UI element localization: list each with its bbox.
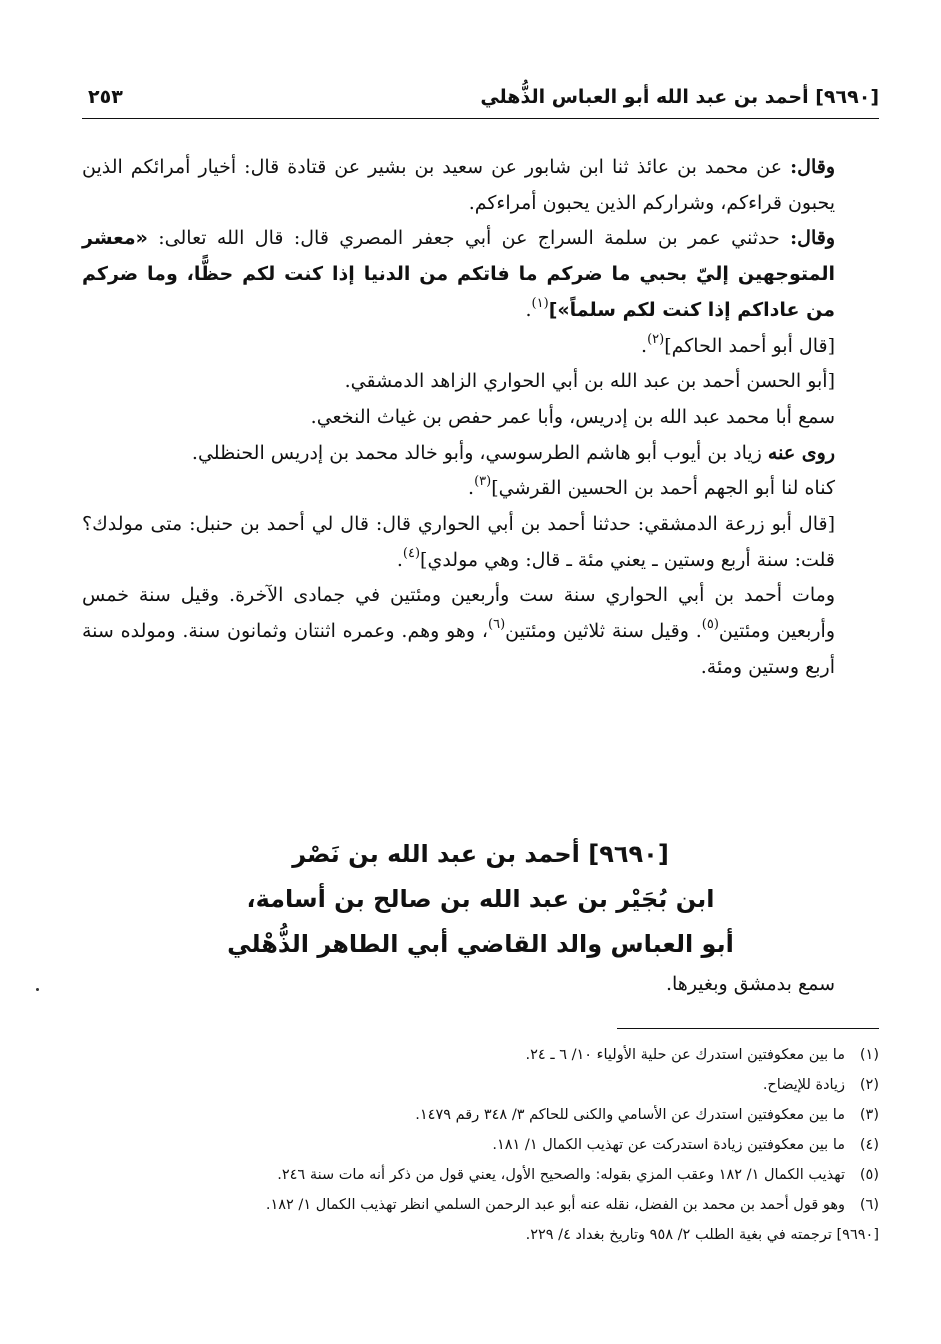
- entry-body: [82, 966, 879, 1002]
- footnote-number: (٤): [859, 1137, 879, 1153]
- paragraph: [82, 329, 879, 365]
- scan-speck: [36, 988, 39, 991]
- paragraph-text: عن محمد بن عائذ ثنا ابن شابور عن سعيد بن بشير عن قتادة قال: أخيار أمرائكم الذين يحبون قراءكم، وشراركم الذين يحبون أمراءكم.: [82, 156, 835, 214]
- paragraph-text: . وقيل سنة ثلاثين ومئتين: [505, 620, 702, 643]
- footnote-text: زيادة للإيضاح.: [762, 1077, 845, 1093]
- footnote-ref: (١): [531, 295, 549, 311]
- main-text: [82, 150, 879, 686]
- paragraph: [82, 150, 879, 221]
- footnote-text: تهذيب الكمال ١/ ١٨٢ وعقب المزي بقوله: والصحيح الأول، يعني قول من ذكر أنه مات سنة ٢٤٦.: [277, 1167, 845, 1183]
- footnotes: [82, 1040, 879, 1250]
- paragraph: [82, 436, 879, 472]
- entry-heading-line: [٩٦٩٠] أحمد بن عبد الله بن نَصْر: [292, 840, 669, 868]
- footnote: [82, 1100, 879, 1130]
- footnote: [82, 1040, 879, 1070]
- footnote-text: ما بين معكوفتين استدرك عن الأسامي والكنى للحاكم ٣/ ٣٤٨ رقم ١٤٧٩.: [415, 1107, 845, 1123]
- paragraph-text: حدثني عمر بن سلمة السراج عن أبي جعفر المصري قال: قال الله تعالى:: [147, 227, 791, 250]
- paragraph-label: وقال:: [790, 227, 835, 250]
- punctuation: .: [641, 334, 648, 357]
- footnote: [82, 1130, 879, 1160]
- footnote-divider: [617, 1028, 879, 1029]
- page-number: ٢٥٣: [88, 86, 123, 108]
- footnote-text: وهو قول أحمد بن محمد بن الفضل، نقله عنه أبو عبد الرحمن السلمي انظر تهذيب الكمال ١/ ١٨٢.: [265, 1197, 845, 1213]
- footnote-ref: (٤): [402, 545, 421, 561]
- entry-heading-line: أبو العباس والد القاضي أبي الطاهر الذُّهْلي: [227, 930, 734, 958]
- footnote-number: (١): [859, 1047, 879, 1063]
- footnote: [82, 1190, 879, 1220]
- paragraph-text: سمع أبا محمد عبد الله بن إدريس، وأبا عمر حفص بن غياث النخعي.: [310, 405, 835, 428]
- entry-heading: [82, 832, 879, 967]
- paragraph: [82, 221, 879, 328]
- footnote-ref: (٢): [647, 331, 665, 347]
- paragraph-text: كناه لنا أبو الجهم أحمد بن الحسين القرشي]: [491, 477, 835, 500]
- footnote-number: (٥): [859, 1167, 879, 1183]
- paragraph: [82, 364, 879, 400]
- footnote-number: (٢): [859, 1077, 879, 1093]
- paragraph: [82, 507, 879, 578]
- footnote-text: ترجمته في بغية الطلب ٢/ ٩٥٨ وتاريخ بغداد ٤/ ٢٢٩.: [525, 1227, 832, 1243]
- punctuation: .: [396, 548, 403, 571]
- paragraph-text: [أبو الحسن أحمد بن عبد الله بن أبي الحواري الزاهد الدمشقي.: [344, 370, 835, 393]
- paragraph-label: روى عنه: [767, 441, 835, 464]
- footnote-number: (٣): [859, 1107, 879, 1123]
- running-header: [82, 80, 879, 119]
- paragraph-text: زياد بن أيوب أبو هاشم الطرسوسي، وأبو خالد محمد بن إدريس الحنظلي.: [191, 441, 768, 464]
- footnote-ref: (٦): [488, 617, 506, 633]
- paragraph: سمع بدمشق وبغيرها.: [665, 973, 835, 995]
- punctuation: .: [468, 477, 475, 500]
- punctuation: .: [525, 298, 532, 321]
- paragraph-text: ، وهو وهم. وعمره اثنتان وثمانون سنة. ومولده سنة أربع وستين ومئة.: [82, 620, 835, 678]
- footnote: [82, 1070, 879, 1100]
- footnote-text: ما بين معكوفتين استدرك عن حلية الأولياء ١٠/ ٦ ـ ٢٤.: [525, 1047, 845, 1063]
- footnote-number: [٩٦٩٠]: [836, 1227, 879, 1243]
- paragraph-text: [قال أبو زرعة الدمشقي: حدثنا أحمد بن أبي الحواري قال: قال لي أحمد بن حنبل: متى مولدك؟ قلت: سنة أربع وستين ـ يعني مئة ـ قال: وهي مولدي]: [82, 513, 835, 571]
- paragraph: [82, 471, 879, 507]
- footnote: [82, 1160, 879, 1190]
- paragraph: [82, 578, 879, 685]
- footnote-ref: (٣): [474, 474, 492, 490]
- paragraph-text: ومات أحمد بن أبي الحواري سنة ست وأربعين ومئتين في جمادى الآخرة. وقيل سنة خمس وأربعين ومئتين: [82, 584, 836, 643]
- footnote-number: (٦): [859, 1197, 879, 1213]
- entry-heading-line: ابن بُجَيْر بن عبد الله بن صالح بن أسامة،: [246, 885, 715, 913]
- paragraph-label: وقال:: [790, 156, 835, 178]
- footnote-ref: (٥): [701, 617, 719, 633]
- footnote: [82, 1220, 879, 1250]
- paragraph-text: [قال أبو أحمد الحاكم]: [664, 334, 835, 357]
- header-title: [٩٦٩٠] أحمد بن عبد الله أبو العباس الذُّهلي: [480, 86, 879, 108]
- quoted-saying: «معشر المتوجهين إليّ بحبي ما ضركم ما فاتكم من الدنيا إذا كنت لكم حظًّا، وما ضركم من عاداكم إذا كنت لكم سلماً»]: [82, 227, 835, 321]
- footnote-text: ما بين معكوفتين زيادة استدركت عن تهذيب الكمال ١/ ١٨١.: [492, 1137, 845, 1153]
- paragraph: [82, 400, 879, 436]
